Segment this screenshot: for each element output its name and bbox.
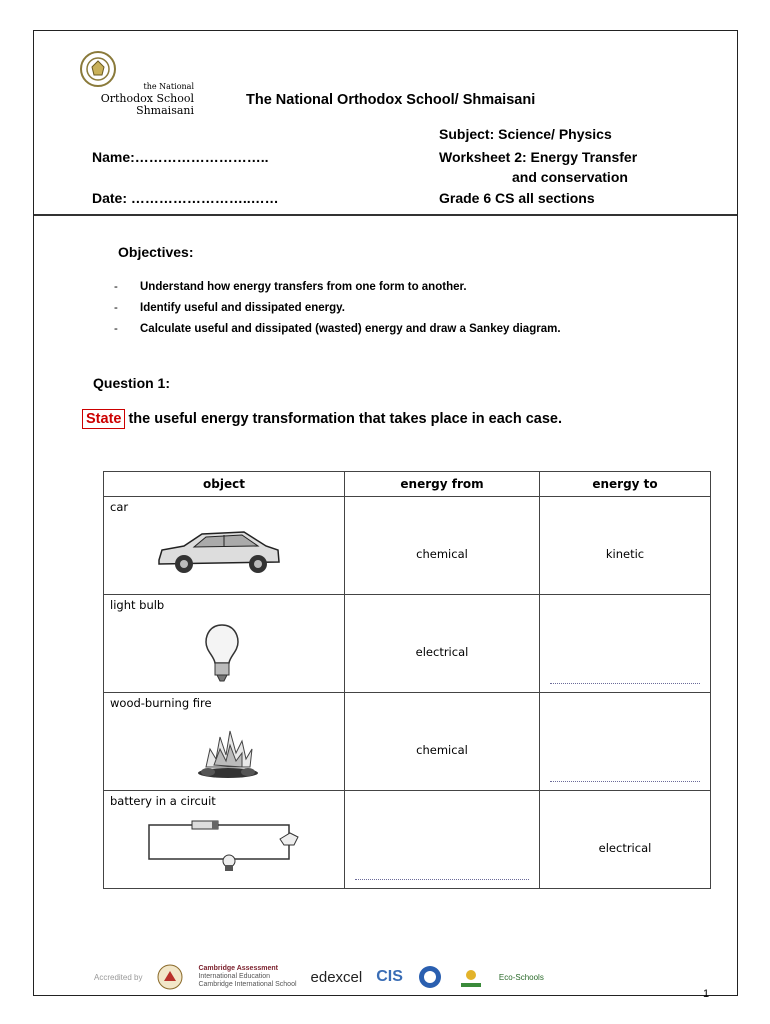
- answer-line[interactable]: [355, 879, 529, 880]
- objectives-title: Objectives:: [118, 244, 194, 260]
- worksheet-page: [33, 30, 738, 1000]
- cambridge-logo: Cambridge Assessment International Education Cambridge International School: [198, 965, 297, 988]
- state-keyword-box: State: [82, 409, 125, 429]
- ib-logo-icon: [417, 964, 443, 990]
- worksheet-title-line1: Worksheet 2: Energy Transfer: [439, 149, 638, 165]
- object-label: battery in a circuit: [110, 794, 216, 808]
- accredited-label: Accredited by: [94, 972, 143, 982]
- worksheet-title-line2: and conservation: [512, 169, 628, 185]
- header-object: object: [104, 472, 345, 497]
- school-title: The National Orthodox School/ Shmaisani: [246, 92, 536, 108]
- subject-line: Subject: Science/ Physics: [439, 126, 612, 142]
- date-field: Date: ……………………..……: [92, 190, 279, 206]
- question-text: the useful energy transformation that takes place in each case.: [128, 411, 563, 427]
- energy-from-value: electrical: [415, 645, 469, 659]
- energy-to-value: electrical: [598, 841, 652, 855]
- car-icon: [154, 522, 284, 577]
- energy-from-value: chemical: [416, 547, 468, 561]
- table-row: [104, 791, 711, 889]
- energy-from-value: chemical: [416, 743, 468, 757]
- answer-line[interactable]: [550, 683, 700, 684]
- object-label: wood-burning fire: [110, 696, 212, 710]
- circuit-icon: [144, 813, 304, 877]
- name-field: Name:………………………..: [92, 149, 269, 165]
- eco-schools-logo: Eco-Schools: [498, 972, 544, 982]
- objectives-list: [114, 281, 561, 344]
- table-header-row: [104, 472, 711, 497]
- accreditation-footer: [94, 963, 544, 991]
- edexcel-logo: edexcel: [310, 968, 363, 986]
- cis-logo: CIS: [376, 968, 403, 985]
- object-label: car: [110, 500, 129, 514]
- school-logo-text: the National Orthodox School Shmaisani: [100, 82, 194, 117]
- objective-item: - Identify useful and dissipated energy.: [114, 302, 561, 323]
- question-prompt: [82, 409, 562, 429]
- objective-item: - Understand how energy transfers from one form to another.: [114, 281, 561, 302]
- question-title: Question 1:: [93, 375, 171, 391]
- sun-logo-icon: [457, 963, 485, 991]
- energy-table: [103, 471, 711, 889]
- page-number: 1: [703, 988, 710, 1000]
- energy-to-value: kinetic: [605, 547, 645, 561]
- header-energy-from: energy from: [345, 472, 540, 497]
- light-bulb-icon: [204, 623, 240, 687]
- grade-line: Grade 6 CS all sections: [439, 190, 595, 206]
- table-row: [104, 497, 711, 595]
- table-row: [104, 595, 711, 693]
- table-row: [104, 693, 711, 791]
- answer-line[interactable]: [550, 781, 700, 782]
- header-divider: [34, 214, 737, 216]
- object-label: light bulb: [110, 598, 165, 612]
- jordan-crest-icon: [156, 963, 184, 991]
- header-energy-to: energy to: [540, 472, 711, 497]
- campfire-icon: [196, 725, 260, 781]
- objective-item: - Calculate useful and dissipated (wasted) energy and draw a Sankey diagram.: [114, 323, 561, 344]
